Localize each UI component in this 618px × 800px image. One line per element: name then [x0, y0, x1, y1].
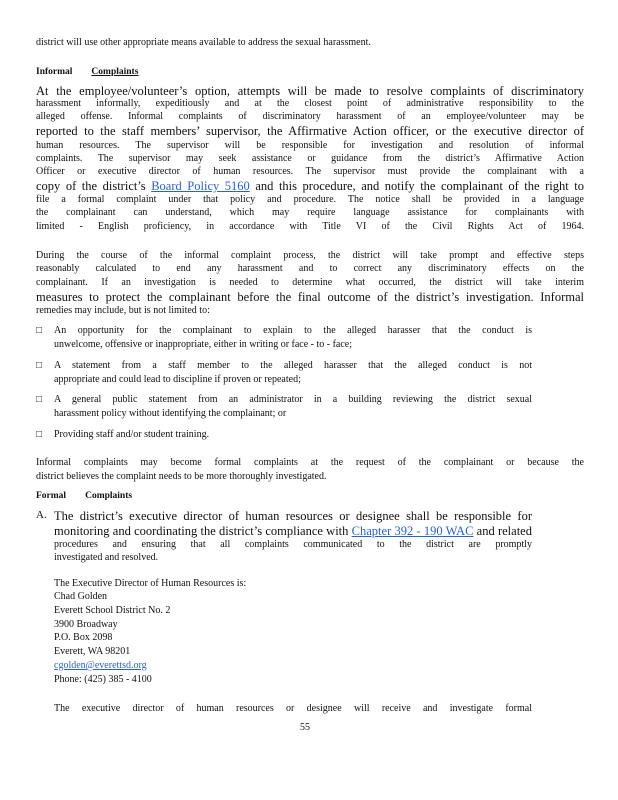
informal-heading — [36, 66, 138, 78]
square-bullet-icon: □ — [36, 325, 43, 336]
formal-heading-word2: Complaints — [85, 491, 133, 501]
informal-p3-line: district believes the complaint needs to be more thoroughly investigated. — [36, 471, 327, 482]
bullet-line: appropriate and could lead to discipline if proven or repeated; — [54, 374, 301, 385]
informal-p1-line: human resources. The supervisor will be responsible for investigation and resolution of informal — [36, 140, 584, 151]
board-policy-link[interactable]: Board Policy 5160 — [151, 179, 250, 193]
address-line: P.O. Box 2098 — [54, 632, 113, 643]
informal-p2-line: During the course of the informal complaint process, the district will take prompt and effective steps — [36, 250, 584, 261]
informal-heading-word2: Complaints — [91, 67, 139, 77]
informal-p1-line: complaints. The supervisor may seek assistance or guidance from the district’s Affirmative Action — [36, 153, 584, 164]
formal-item-line: monitoring and coordinating the district’s compliance with Chapter 392 - 190 WAC and related — [54, 524, 532, 538]
item-marker: A. — [36, 509, 47, 521]
bullet-line: An opportunity for the complainant to explain to the alleged harasser that the conduct is — [54, 325, 532, 336]
email-link[interactable]: cgolden@everettsd.org — [54, 660, 147, 671]
square-bullet-icon: □ — [36, 360, 43, 371]
informal-p1-line: the complainant can understand, which may require language assistance for complainants with — [36, 207, 584, 218]
bullet-line: A statement from a staff member to the alleged harasser that the alleged conduct is not — [54, 360, 532, 371]
address-line: 3900 Broadway — [54, 619, 118, 630]
wac-link[interactable]: Chapter 392 - 190 WAC — [351, 524, 474, 538]
informal-p1-line: harassment informally, expeditiously and at the closest point of administrative responsibility to the — [36, 98, 584, 109]
formal-item-line: The district’s executive director of human resources or designee shall be responsible for — [54, 509, 532, 523]
address-line: Everett School District No. 2 — [54, 605, 171, 616]
address-intro: The Executive Director of Human Resources is: — [54, 578, 247, 589]
address-line: Everett, WA 98201 — [54, 646, 131, 657]
formal-item-line: investigated and resolved. — [54, 552, 159, 563]
informal-p2-line: reasonably calculated to end any harassment and to correct any discriminatory effects on the — [36, 263, 584, 274]
phone-line: Phone: (425) 385 - 4100 — [54, 674, 152, 685]
intro-line: district will use other appropriate means available to address the sexual harassment. — [36, 37, 371, 48]
bullet-line: A general public statement from an administrator in a building reviewing the district sexual — [54, 394, 532, 405]
bullet-line: harassment policy without identifying the complainant; or — [54, 408, 287, 419]
formal-item-line: procedures and ensuring that all complaints communicated to the district are promptly — [54, 539, 532, 550]
informal-p1-line: alleged offense. Informal complaints of discriminatory harassment of an employee/volunteer may be — [36, 111, 584, 122]
address-line: Chad Golden — [54, 591, 108, 602]
informal-p2-line: measures to protect the complainant before the final outcome of the district’s investigation. Informal — [36, 290, 584, 304]
informal-p1-line: Officer or executive director of human resources. The supervisor must provide the complainant with a — [36, 166, 584, 177]
square-bullet-icon: □ — [36, 429, 43, 440]
formal-last-line: The executive director of human resources or designee will receive and investigate formal — [54, 703, 532, 714]
formal-heading-word1: Formal — [36, 491, 67, 501]
informal-p1-line: file a formal complaint under that policy and procedure. The notice shall be provided in a language — [36, 194, 584, 205]
informal-p3-line: Informal complaints may become formal complaints at the request of the complainant or because the — [36, 457, 584, 468]
informal-p2-line: remedies may include, but is not limited to: — [36, 305, 210, 316]
informal-p1-line: limited - English proficiency, in accordance with Title VI of the Civil Rights Act of 1964. — [36, 221, 584, 232]
square-bullet-icon: □ — [36, 394, 43, 405]
informal-heading-word1: Informal — [36, 67, 73, 77]
informal-p1-line: reported to the staff members’ supervisor, the Affirmative Action officer, or the executive director of — [36, 124, 584, 138]
informal-p1-line: At the employee/volunteer’s option, attempts will be made to resolve complaints of discriminatory — [36, 84, 584, 98]
bullet-line: unwelcome, offensive or inappropriate, either in writing or face - to - face; — [54, 339, 353, 350]
formal-heading — [36, 490, 132, 502]
page-number: 55 — [300, 722, 310, 733]
informal-p1-line: copy of the district’s Board Policy 5160 and this procedure, and notify the complainant of the right to — [36, 179, 584, 193]
informal-p2-line: complainant. If an investigation is needed to determine what occurred, the district will take interim — [36, 277, 584, 288]
bullet-line: Providing staff and/or student training. — [54, 429, 210, 440]
